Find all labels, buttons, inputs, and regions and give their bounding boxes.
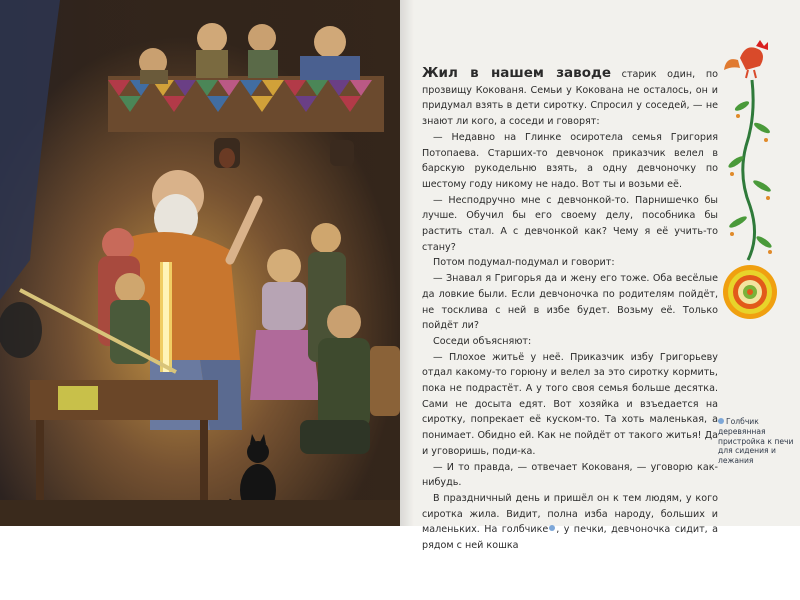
paragraph-text: старик один, по прозвищу Кокованя. Семьи у Кокована не осталось, он и придумал взять в дети сиротку. Спросил у соседей, — не знают ли кого, а соседи и говорят: bbox=[422, 69, 718, 128]
folk-ornament bbox=[716, 36, 786, 336]
text-page bbox=[400, 0, 800, 552]
footnote-text: деревянная пристройка к печи для сидения и лежания bbox=[718, 426, 794, 466]
paragraph: Соседи объясняют: bbox=[433, 335, 532, 347]
paragraph: — Знавал я Григорья да и жену его тоже. Оба весёлые да ловкие были. Если девчоночка по родителям пойдёт, не тосклива с ней в избе будет. Возьму её. Только пойдёт ли? bbox=[422, 273, 718, 332]
footnote-bullet-icon bbox=[718, 418, 724, 424]
rooster-icon bbox=[724, 40, 768, 78]
paragraph: Потом подумал-подумал и говорит: bbox=[433, 257, 615, 269]
illustration-art bbox=[0, 0, 400, 526]
story-text bbox=[422, 66, 718, 554]
paragraph: — Несподручно мне с девчонкой-то. Парнишечко бы лучше. Обучил бы его своему делу, пособника бы растить стал. А с девчонкой как? Чему я её учить-то стану? bbox=[422, 194, 718, 253]
paragraph-text: В праздничный день и пришёл он к тем людям, у кого сиротка жила. Видит, полна изба народу, больших и маленьких. На голбчике bbox=[422, 492, 718, 536]
paragraph: — Недавно на Глинке осиротела семья Григория Потопаева. Старших-то девчонок приказчик велел в барскую рукодельню взять, а одну девчоночку по шестому году никому не надо. Вот ты и возьми её. bbox=[422, 131, 718, 190]
paragraph-text: , у печки, девчоночка сидит, а рядом с ней кошка bbox=[422, 524, 718, 552]
paragraph-last bbox=[422, 491, 718, 554]
lead-text: Жил в нашем заводе bbox=[422, 65, 612, 81]
paragraph: — Плохое житьё у неё. Приказчик избу Григорьеву отдал какому-то горюну и велел за это сиротку кормить, пока не подрастёт. А у того своя семья больше десятка. Сами не досыта едят. Вот хозяйка и взъедается на сиротку, попрекает её куском-то. Та хоть маленькая, а понимает. Обидно ей. Как не пойдёт от такого житья! Да и уговоришь, поди-ка. bbox=[422, 351, 718, 457]
illustration bbox=[0, 0, 400, 526]
footnote bbox=[718, 417, 794, 466]
sun-icon bbox=[723, 265, 777, 319]
footnote-term: Голбчик bbox=[726, 417, 759, 426]
paragraph-first bbox=[422, 66, 718, 130]
footnote-marker-icon[interactable] bbox=[549, 525, 555, 531]
paragraph: — И то правда, — отвечает Кокованя, — уговорю как-нибудь. bbox=[422, 461, 718, 489]
